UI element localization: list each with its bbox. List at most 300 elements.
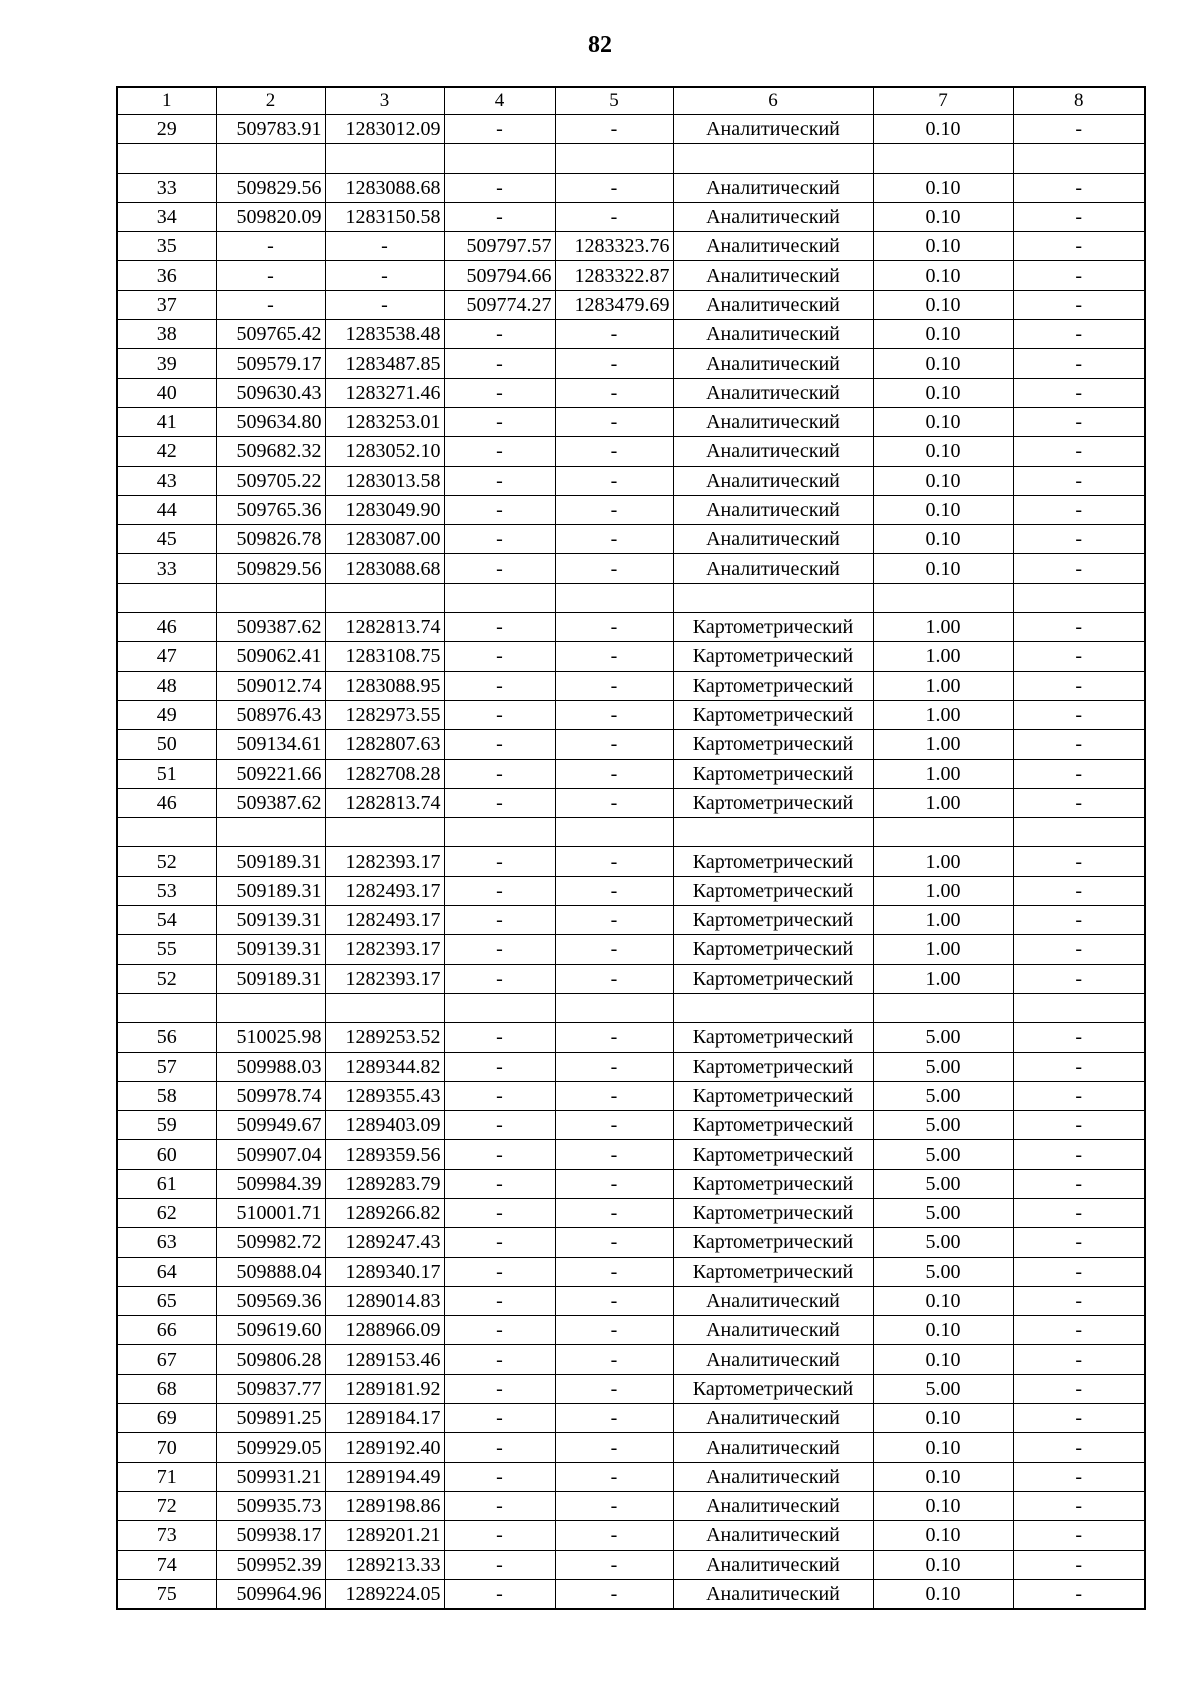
table-cell: -: [444, 1198, 555, 1227]
table-cell: Аналитический: [673, 290, 873, 319]
table-cell: -: [555, 378, 673, 407]
table-row: [117, 320, 1145, 349]
table-cell: -: [444, 466, 555, 495]
table-cell: -: [555, 466, 673, 495]
table-cell: -: [444, 642, 555, 671]
table-cell: Аналитический: [673, 349, 873, 378]
table-cell: -: [555, 1550, 673, 1579]
table-cell: 1.00: [873, 759, 1013, 788]
table-cell: 68: [117, 1374, 216, 1403]
table-cell: -: [1013, 173, 1145, 202]
table-row: [117, 1521, 1145, 1550]
table-cell: [555, 144, 673, 173]
table-cell: -: [444, 1111, 555, 1140]
table-cell: 1282813.74: [325, 613, 444, 642]
table-cell: -: [325, 261, 444, 290]
table-cell: 0.10: [873, 525, 1013, 554]
table-cell: Аналитический: [673, 1521, 873, 1550]
table-cell: -: [444, 876, 555, 905]
table-cell: 1.00: [873, 964, 1013, 993]
table-cell: -: [555, 1286, 673, 1315]
table-cell: -: [555, 1374, 673, 1403]
table-cell: Картометрический: [673, 1111, 873, 1140]
table-row: [117, 671, 1145, 700]
table-cell: 509619.60: [216, 1316, 325, 1345]
table-cell: 510001.71: [216, 1198, 325, 1227]
table-cell: 5.00: [873, 1081, 1013, 1110]
table-cell: [555, 583, 673, 612]
table-cell: [444, 993, 555, 1022]
table-cell: -: [444, 730, 555, 759]
table-cell: -: [444, 1228, 555, 1257]
table-cell: Картометрический: [673, 730, 873, 759]
table-row: [117, 788, 1145, 817]
table-cell: Картометрический: [673, 1198, 873, 1227]
table-cell: -: [444, 935, 555, 964]
table-cell: 509797.57: [444, 232, 555, 261]
table-cell: 509139.31: [216, 906, 325, 935]
table-cell: -: [1013, 202, 1145, 231]
table-row: [117, 964, 1145, 993]
table-cell: 509891.25: [216, 1404, 325, 1433]
table-row: [117, 759, 1145, 788]
table-body: [117, 87, 1145, 1609]
table-row: [117, 1433, 1145, 1462]
table-row: [117, 1345, 1145, 1374]
table-cell: 1289403.09: [325, 1111, 444, 1140]
table-cell: -: [555, 759, 673, 788]
table-cell: -: [555, 847, 673, 876]
table-cell: Картометрический: [673, 671, 873, 700]
table-cell: -: [1013, 407, 1145, 436]
table-cell: 5.00: [873, 1198, 1013, 1227]
table-cell: 509189.31: [216, 847, 325, 876]
table-cell: 1288966.09: [325, 1316, 444, 1345]
table-row: [117, 642, 1145, 671]
table-row: [117, 202, 1145, 231]
table-cell: [216, 144, 325, 173]
table-cell: -: [555, 1140, 673, 1169]
table-cell: 1283479.69: [555, 290, 673, 319]
table-cell: Аналитический: [673, 261, 873, 290]
table-cell: -: [1013, 700, 1145, 729]
table-cell: 1283538.48: [325, 320, 444, 349]
table-cell: 509579.17: [216, 349, 325, 378]
table-cell: 65: [117, 1286, 216, 1315]
table-cell: 1.00: [873, 700, 1013, 729]
table-cell: -: [444, 759, 555, 788]
table-cell: -: [1013, 788, 1145, 817]
table-cell: -: [555, 935, 673, 964]
table-cell: -: [1013, 320, 1145, 349]
table-row: [117, 1228, 1145, 1257]
table-row: [117, 1286, 1145, 1315]
table-cell: 509949.67: [216, 1111, 325, 1140]
table-cell: -: [1013, 261, 1145, 290]
table-cell: 0.10: [873, 115, 1013, 144]
table-cell: -: [555, 173, 673, 202]
table-cell: -: [444, 788, 555, 817]
table-cell: [117, 993, 216, 1022]
table-cell: [325, 144, 444, 173]
table-cell: 52: [117, 964, 216, 993]
table-cell: 1.00: [873, 906, 1013, 935]
table-cell: -: [444, 525, 555, 554]
table-cell: -: [444, 1345, 555, 1374]
column-header-5: 5: [555, 87, 673, 115]
table-cell: -: [555, 876, 673, 905]
table-cell: 58: [117, 1081, 216, 1110]
table-cell: 1283150.58: [325, 202, 444, 231]
table-cell: 1283108.75: [325, 642, 444, 671]
table-cell: [117, 583, 216, 612]
table-cell: -: [555, 320, 673, 349]
table-cell: 509387.62: [216, 613, 325, 642]
table-cell: -: [1013, 1374, 1145, 1403]
table-cell: [673, 818, 873, 847]
table-cell: [873, 818, 1013, 847]
table-cell: -: [555, 349, 673, 378]
table-row: [117, 700, 1145, 729]
table-cell: -: [1013, 1257, 1145, 1286]
table-cell: 0.10: [873, 173, 1013, 202]
table-row: [117, 466, 1145, 495]
table-row: [117, 1462, 1145, 1491]
table-cell: -: [444, 320, 555, 349]
table-cell: -: [1013, 232, 1145, 261]
table-cell: -: [1013, 1198, 1145, 1227]
table-cell: Аналитический: [673, 202, 873, 231]
table-cell: 1283253.01: [325, 407, 444, 436]
table-cell: 1283088.95: [325, 671, 444, 700]
table-cell: -: [1013, 935, 1145, 964]
table-row: [117, 1140, 1145, 1169]
table-row: [117, 1081, 1145, 1110]
table-cell: 509826.78: [216, 525, 325, 554]
table-row: [117, 525, 1145, 554]
table-cell: -: [1013, 437, 1145, 466]
table-cell: 509765.36: [216, 495, 325, 524]
table-cell: -: [1013, 876, 1145, 905]
table-cell: Картометрический: [673, 1052, 873, 1081]
table-cell: 34: [117, 202, 216, 231]
table-cell: Аналитический: [673, 1404, 873, 1433]
table-cell: 47: [117, 642, 216, 671]
table-row: [117, 1550, 1145, 1579]
table-cell: Аналитический: [673, 1316, 873, 1345]
table-cell: [673, 144, 873, 173]
table-cell: -: [1013, 1550, 1145, 1579]
table-cell: Картометрический: [673, 1081, 873, 1110]
table-cell: [555, 818, 673, 847]
table-cell: -: [444, 1521, 555, 1550]
table-cell: -: [1013, 1228, 1145, 1257]
table-cell: 1283052.10: [325, 437, 444, 466]
table-cell: 0.10: [873, 1286, 1013, 1315]
table-cell: 0.10: [873, 349, 1013, 378]
table-cell: 48: [117, 671, 216, 700]
table-cell: Аналитический: [673, 1579, 873, 1609]
table-cell: -: [555, 730, 673, 759]
table-cell: 1283322.87: [555, 261, 673, 290]
table-cell: [444, 583, 555, 612]
table-cell: 0.10: [873, 495, 1013, 524]
table-cell: 1.00: [873, 642, 1013, 671]
table-cell: -: [444, 1140, 555, 1169]
table-cell: 46: [117, 613, 216, 642]
table-cell: 509387.62: [216, 788, 325, 817]
table-cell: [1013, 144, 1145, 173]
table-cell: -: [444, 173, 555, 202]
table-cell: [325, 993, 444, 1022]
table-cell: 1289224.05: [325, 1579, 444, 1609]
table-cell: -: [1013, 1169, 1145, 1198]
table-row: [117, 730, 1145, 759]
table-cell: -: [216, 232, 325, 261]
column-header-8: 8: [1013, 87, 1145, 115]
table-cell: 509935.73: [216, 1491, 325, 1520]
table-cell: -: [555, 964, 673, 993]
table-cell: 5.00: [873, 1257, 1013, 1286]
table-cell: 49: [117, 700, 216, 729]
table-cell: Картометрический: [673, 847, 873, 876]
table-cell: 1283088.68: [325, 554, 444, 583]
table-cell: 0.10: [873, 554, 1013, 583]
table-row: [117, 906, 1145, 935]
table-cell: -: [444, 1404, 555, 1433]
table-cell: 509794.66: [444, 261, 555, 290]
table-cell: 509569.36: [216, 1286, 325, 1315]
table-cell: Картометрический: [673, 1169, 873, 1198]
table-cell: 509012.74: [216, 671, 325, 700]
table-cell: 0.10: [873, 1433, 1013, 1462]
table-cell: Аналитический: [673, 554, 873, 583]
table-cell: Аналитический: [673, 173, 873, 202]
table-cell: 0.10: [873, 261, 1013, 290]
table-cell: 41: [117, 407, 216, 436]
table-cell: 509783.91: [216, 115, 325, 144]
table-cell: 509682.32: [216, 437, 325, 466]
table-cell: -: [555, 1023, 673, 1052]
table-cell: 64: [117, 1257, 216, 1286]
table-cell: 1282807.63: [325, 730, 444, 759]
table-cell: Картометрический: [673, 700, 873, 729]
table-cell: -: [555, 202, 673, 231]
table-cell: 509806.28: [216, 1345, 325, 1374]
table-cell: 1282393.17: [325, 935, 444, 964]
table-cell: 66: [117, 1316, 216, 1345]
table-cell: 1289014.83: [325, 1286, 444, 1315]
table-cell: -: [444, 437, 555, 466]
table-row: [117, 407, 1145, 436]
table-cell: 1283013.58: [325, 466, 444, 495]
table-cell: -: [444, 202, 555, 231]
table-cell: -: [444, 1023, 555, 1052]
table-row: [117, 437, 1145, 466]
table-cell: 509978.74: [216, 1081, 325, 1110]
table-cell: 1.00: [873, 788, 1013, 817]
table-cell: -: [1013, 906, 1145, 935]
table-cell: 1289355.43: [325, 1081, 444, 1110]
table-cell: 39: [117, 349, 216, 378]
table-row: [117, 1579, 1145, 1609]
table-cell: 508976.43: [216, 700, 325, 729]
table-cell: Картометрический: [673, 1023, 873, 1052]
table-cell: 0.10: [873, 378, 1013, 407]
table-cell: 1289340.17: [325, 1257, 444, 1286]
table-cell: 1282493.17: [325, 876, 444, 905]
table-cell: -: [1013, 290, 1145, 319]
table-cell: -: [555, 906, 673, 935]
table-cell: [1013, 818, 1145, 847]
table-cell: Аналитический: [673, 525, 873, 554]
table-cell: -: [444, 495, 555, 524]
table-cell: -: [444, 1374, 555, 1403]
table-cell: 509062.41: [216, 642, 325, 671]
table-cell: 5.00: [873, 1169, 1013, 1198]
table-cell: 71: [117, 1462, 216, 1491]
table-cell: 509774.27: [444, 290, 555, 319]
table-cell: 509952.39: [216, 1550, 325, 1579]
table-cell: -: [444, 613, 555, 642]
table-cell: Аналитический: [673, 320, 873, 349]
table-cell: 1289253.52: [325, 1023, 444, 1052]
table-cell: 1289184.17: [325, 1404, 444, 1433]
table-cell: -: [444, 1491, 555, 1520]
table-cell: [673, 583, 873, 612]
table-cell: 1289266.82: [325, 1198, 444, 1227]
table-cell: 54: [117, 906, 216, 935]
table-cell: Картометрический: [673, 1257, 873, 1286]
table-cell: -: [555, 613, 673, 642]
table-cell: -: [1013, 1345, 1145, 1374]
table-cell: Картометрический: [673, 759, 873, 788]
table-row: [117, 261, 1145, 290]
table-cell: 53: [117, 876, 216, 905]
table-cell: 72: [117, 1491, 216, 1520]
table-cell: Картометрический: [673, 788, 873, 817]
table-cell: [216, 583, 325, 612]
table-cell: [325, 583, 444, 612]
table-cell: -: [444, 1433, 555, 1462]
table-cell: -: [1013, 730, 1145, 759]
table-cell: -: [1013, 964, 1145, 993]
table-cell: 509189.31: [216, 876, 325, 905]
table-cell: -: [555, 788, 673, 817]
table-row: [117, 1169, 1145, 1198]
table-cell: 509964.96: [216, 1579, 325, 1609]
table-cell: 5.00: [873, 1374, 1013, 1403]
table-cell: -: [444, 1081, 555, 1110]
table-cell: 1.00: [873, 613, 1013, 642]
table-cell: 509829.56: [216, 554, 325, 583]
table-cell: 509984.39: [216, 1169, 325, 1198]
table-cell: -: [216, 261, 325, 290]
table-cell: -: [555, 1462, 673, 1491]
table-cell: -: [1013, 466, 1145, 495]
table-cell: -: [555, 1521, 673, 1550]
table-cell: Аналитический: [673, 437, 873, 466]
table-cell: 509982.72: [216, 1228, 325, 1257]
table-cell: 0.10: [873, 437, 1013, 466]
table-cell: -: [325, 290, 444, 319]
table-cell: 509221.66: [216, 759, 325, 788]
table-cell: -: [555, 1169, 673, 1198]
table-cell: 29: [117, 115, 216, 144]
table-cell: 1283271.46: [325, 378, 444, 407]
table-separator-row: [117, 993, 1145, 1022]
table-cell: 1282813.74: [325, 788, 444, 817]
table-cell: 1289247.43: [325, 1228, 444, 1257]
table-cell: [1013, 993, 1145, 1022]
table-cell: Картометрический: [673, 613, 873, 642]
table-header-row: [117, 87, 1145, 115]
table-row: [117, 173, 1145, 202]
table-cell: Аналитический: [673, 1550, 873, 1579]
column-header-6: 6: [673, 87, 873, 115]
table-row: [117, 1023, 1145, 1052]
table-cell: -: [555, 1491, 673, 1520]
table-cell: 0.10: [873, 407, 1013, 436]
table-row: [117, 613, 1145, 642]
table-cell: -: [555, 1257, 673, 1286]
table-cell: -: [444, 1052, 555, 1081]
table-cell: 509189.31: [216, 964, 325, 993]
table-cell: -: [444, 1579, 555, 1609]
table-cell: 33: [117, 554, 216, 583]
table-cell: 5.00: [873, 1052, 1013, 1081]
table-cell: 0.10: [873, 1345, 1013, 1374]
table-row: [117, 1491, 1145, 1520]
table-cell: 0.10: [873, 1491, 1013, 1520]
table-cell: 1.00: [873, 671, 1013, 700]
table-cell: 0.10: [873, 1462, 1013, 1491]
table-row: [117, 876, 1145, 905]
table-cell: 38: [117, 320, 216, 349]
table-cell: 509931.21: [216, 1462, 325, 1491]
table-cell: 43: [117, 466, 216, 495]
table-cell: 1283049.90: [325, 495, 444, 524]
table-cell: Картометрический: [673, 964, 873, 993]
table-row: [117, 1198, 1145, 1227]
table-cell: 509630.43: [216, 378, 325, 407]
table-cell: 73: [117, 1521, 216, 1550]
table-cell: 0.10: [873, 1404, 1013, 1433]
table-cell: -: [216, 290, 325, 319]
table-cell: 46: [117, 788, 216, 817]
table-cell: -: [444, 1462, 555, 1491]
table-cell: 0.10: [873, 466, 1013, 495]
table-cell: 0.10: [873, 1316, 1013, 1345]
table-cell: 509139.31: [216, 935, 325, 964]
page-number: 82: [588, 32, 612, 58]
table-cell: 1.00: [873, 876, 1013, 905]
table-cell: 1289344.82: [325, 1052, 444, 1081]
table-row: [117, 232, 1145, 261]
table-cell: 509765.42: [216, 320, 325, 349]
table-cell: 50: [117, 730, 216, 759]
table-cell: Аналитический: [673, 1462, 873, 1491]
table-cell: -: [1013, 1521, 1145, 1550]
table-cell: Картометрический: [673, 906, 873, 935]
table-cell: 1289192.40: [325, 1433, 444, 1462]
table-cell: Картометрический: [673, 642, 873, 671]
table-cell: [873, 993, 1013, 1022]
table-cell: -: [444, 1257, 555, 1286]
table-cell: -: [555, 1111, 673, 1140]
table-cell: -: [444, 115, 555, 144]
table-row: [117, 1374, 1145, 1403]
